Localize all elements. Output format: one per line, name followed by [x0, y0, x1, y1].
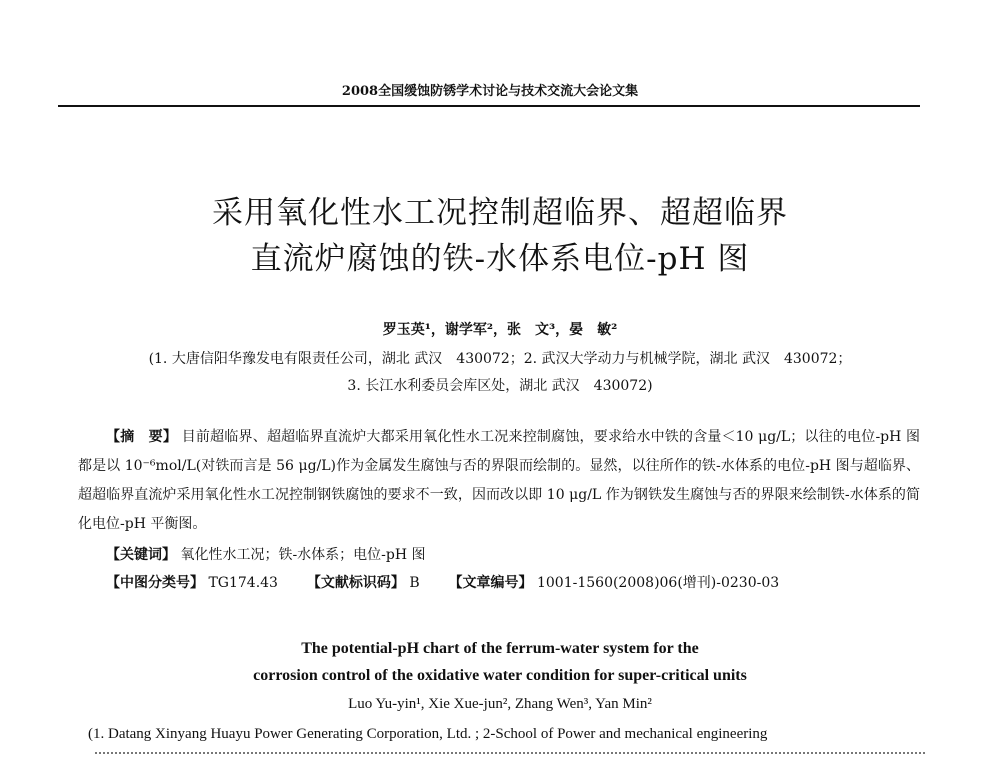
english-authors: Luo Yu-yin¹, Xie Xue-jun², Zhang Wen³, Yan Min²: [348, 696, 652, 712]
english-title-line-2: corrosion control of the oxidative water condition for super-critical units: [253, 667, 747, 684]
affiliation-line-1: (1. 大唐信阳华豫发电有限责任公司，湖北 武汉 430072；2. 武汉大学动力与机械学院，湖北 武汉 430072；: [148, 351, 852, 367]
clc-value: TG174.43: [208, 575, 278, 591]
english-affiliation-line-1: (1. Datang Xinyang Huayu Power Generating Corporation, Ltd. ; 2-School of Power and mechanical engineering: [88, 726, 768, 742]
article-id-label: 【文章编号】: [448, 575, 533, 591]
running-header: 2008全国缓蚀防锈学术讨论与技术交流大会论文集: [341, 84, 639, 99]
paper-title-line-1: 采用氧化性水工况控制超临界、超超临界: [212, 195, 788, 231]
affiliation-line-2: 3. 长江水利委员会库区处，湖北 武汉 430072): [347, 378, 653, 394]
keywords-label: 【关键词】: [106, 547, 176, 563]
keywords: [106, 544, 426, 564]
keywords-text: 氧化性水工况；铁-水体系；电位-pH 图: [180, 547, 426, 563]
doc-code-value: B: [409, 575, 420, 591]
article-id-value: 1001-1560(2008)06(增刊)-0230-03: [536, 575, 780, 591]
paper-title-line-2: 直流炉腐蚀的铁-水体系电位-pH 图: [250, 241, 750, 277]
abstract-label: 【摘 要】: [106, 429, 178, 445]
clc-label: 【中图分类号】: [106, 575, 204, 591]
english-title-line-1: The potential-pH chart of the ferrum-water system for the: [301, 640, 699, 657]
doc-code-label: 【文献标识码】: [306, 575, 405, 591]
header-rule: [58, 105, 920, 107]
classification-line: [106, 572, 779, 592]
cut-off-text-line: [95, 752, 925, 754]
author-list: 罗玉英¹，谢学军²，张 文³，晏 敏²: [382, 322, 618, 338]
abstract: [78, 423, 920, 539]
abstract-text: 目前超临界、超超临界直流炉大都采用氧化性水工况来控制腐蚀，要求给水中铁的含量＜10 μg/L；以往的电位-pH 图都是以 10⁻⁶mol/L(对铁而言是 56 μg/L)作为金属发生腐蚀与否的界限而绘制的。显然，以往所作的铁-水体系的电位-pH 图与超临界、超超临界直流炉采用氧化性水工况控制钢铁腐蚀的要求不一致，因而改以即 10 μg/L 作为钢铁发生腐蚀与否的界限来绘制铁-水体系的简化电位-pH 平衡图。: [78, 429, 920, 532]
